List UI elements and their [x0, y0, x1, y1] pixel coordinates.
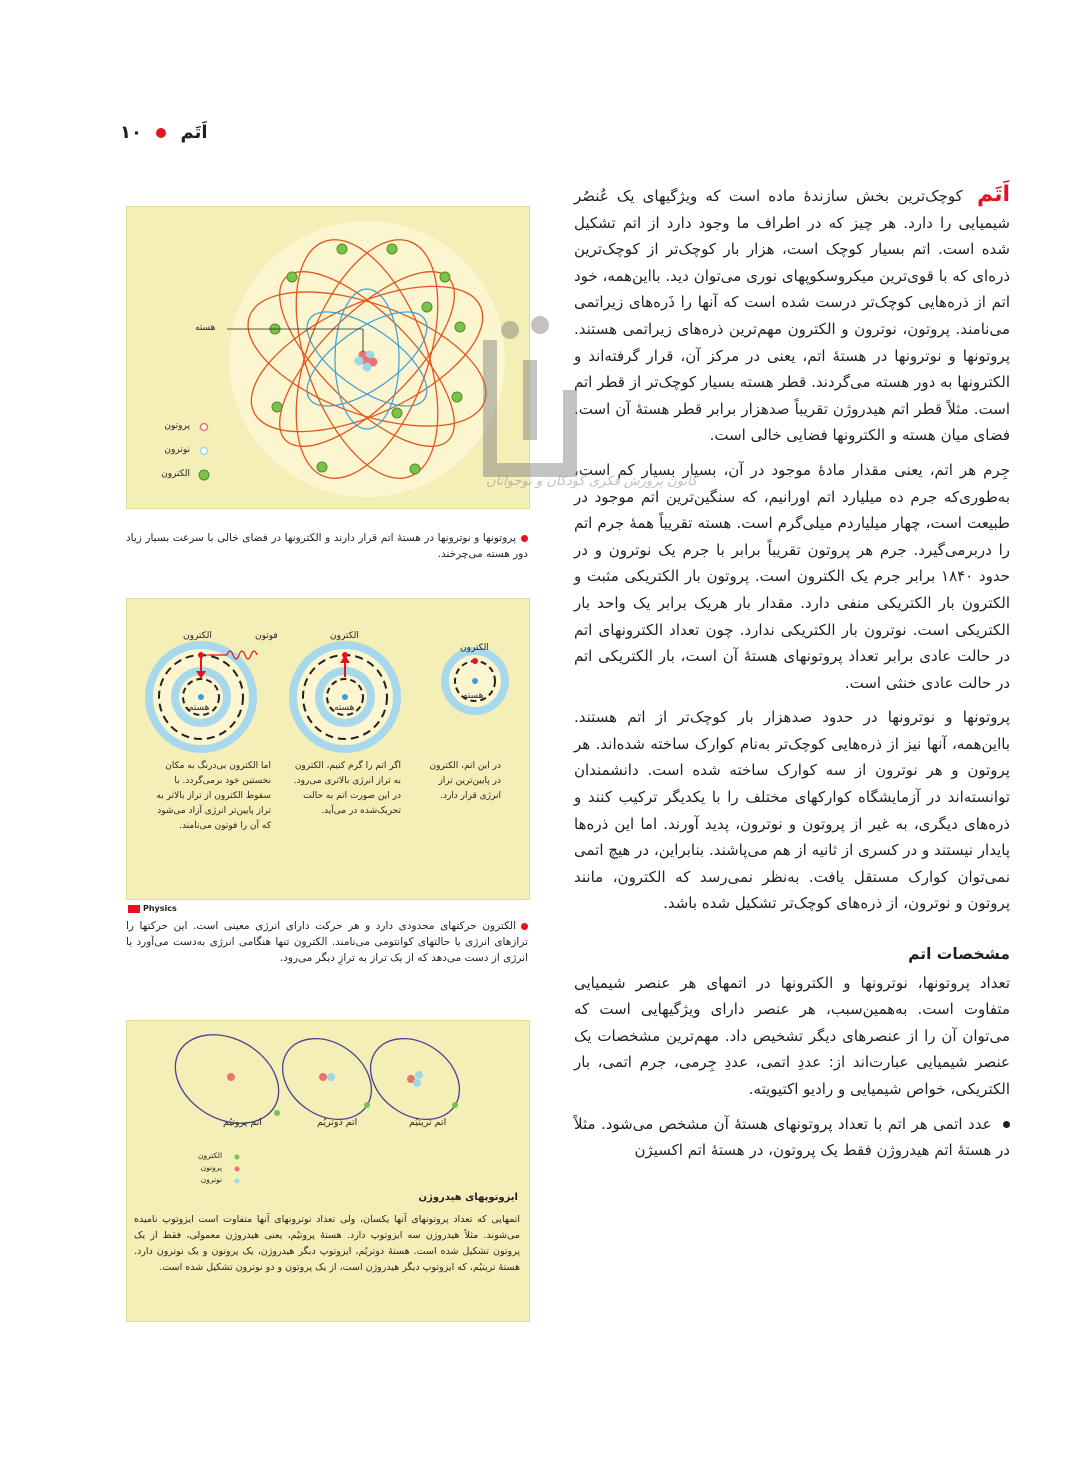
legend-proton-icon — [201, 424, 208, 431]
isotopes-diagram — [127, 1021, 529, 1321]
step-1-text: در این اتم، الکترون در پایین‌ترین تراز انرژی قرار دارد. — [429, 761, 501, 801]
legend-proton-label: پروتون — [164, 421, 190, 431]
watermark-text: کانون پرورش فکری کودکان و نوجوانان — [486, 474, 698, 489]
atom-model-diagram — [127, 207, 529, 508]
nucleus-label-2: هسته — [334, 703, 355, 713]
legend-electron-label: الکترون — [161, 469, 190, 479]
legend-electron-icon — [235, 1155, 240, 1160]
physics-tag — [128, 904, 177, 913]
isotopes-title: ایزوتوپهای هیدروژن — [418, 1192, 518, 1203]
paragraph-atomic-number — [574, 1111, 1010, 1164]
bullet-icon — [1003, 1121, 1010, 1128]
isotope-legend — [198, 1150, 222, 1186]
energy-levels-figure — [126, 598, 530, 900]
deuterium-label: اتم دوتریُم — [317, 1117, 358, 1128]
tritium-nucleus — [407, 1071, 458, 1108]
figure-2-caption-text: الکترون حرکتهای محدودی دارد و هر حرکت دارای انرژی معینی است. این حرکتها را ترازهای انرژی یا حالتهای کوانتومی می‌نامند. الکترون تنها هنگامی انرژی به‌دست می‌آورد یا انرژی از دست می‌دهد که از یک تراز به ترازِ دیگر می‌رود. — [126, 920, 528, 964]
atom-model-figure — [126, 206, 530, 509]
paragraph-atomic-number-text: عدد اتمی هر اتم با تعداد پروتونهای هستهٔ آن مشخص می‌شود. مثلاً در هستهٔ اتم هیدروژن فقط یک پروتون، در هستهٔ اتم اکسیژن — [574, 1114, 1010, 1160]
page-number: ۱۰ — [120, 122, 142, 143]
photon-emission-atom — [145, 641, 257, 753]
legend-neutron-label: نوترون — [164, 445, 190, 455]
protium-label: اتم پروتیُم — [223, 1117, 262, 1128]
page-header — [120, 122, 208, 143]
legend-proton-label: پروتون — [200, 1163, 223, 1172]
hydrogen-isotopes-figure — [126, 1020, 530, 1322]
legend-neutron-icon — [201, 448, 208, 455]
legend-electron-label: الکترون — [198, 1151, 223, 1160]
photon-label: فوتون — [255, 631, 278, 641]
figure-1-caption — [126, 530, 528, 562]
paragraph-mass: جِرم هر اتم، یعنی مقدار مادهٔ موجود در آن، بسیار بسیار کم است، به‌طوری‌که جرم ده میلیارد اتم اورانیم، که سنگین‌ترین اتم موجود در طبیعت است، چهار میلیاردم میلی‌گرم است. هسته تقریباً همهٔ جرم اتم را دربرمی‌گیرد. جرم هر پروتون تقریباً برابر با جرم یک نوترون و در حدود ۱۸۴۰ برابر جرم یک الکترون است. پروتون بار الکتریکی مثبت و الکترون بار الکتریکی منفی دارد. مقدار بار هریک برابر یک واحد بار الکتریکی است. نوترون بار الکتریکی ندارد. چون تعداد الکترونهای اتم در حالت عادی برابر تعداد پروتونهای هستهٔ آن است، بار الکتریکی اتم در حالت عادی خنثی است. — [574, 460, 1010, 692]
nucleus-label-3: هسته — [189, 703, 210, 713]
nucleus-label: هسته — [195, 323, 216, 333]
legend-neutron-icon — [235, 1179, 240, 1184]
isotopes-text: اتمهایی که تعداد پروتونهای آنها یکسان، ولی تعداد نوترونهای آنها متفاوت است ایزوتوپ نامیده می‌شوند. مثلاً هیدروژن سه ایزوتوپ دارد. هستهٔ پروتیُم، یعنی هیدروژن معمولی، فقط از یک پروتون تشکیل شده است. هستهٔ دوتریُم، ایزوتوپ دیگر هیدروژن، یک پروتون و یک نوترون دارد. هستهٔ تریتیُم، که ایزوتوپ دیگر هیدروژن است، از یک پروتون و دو نوترون تشکیل شده است. — [134, 1214, 520, 1273]
header-dot-icon — [156, 128, 166, 138]
legend-neutron-label: نوترون — [200, 1175, 223, 1184]
legend-electron-icon — [199, 470, 209, 480]
electron-label-3: الکترون — [183, 631, 212, 641]
paragraph-properties: تعداد پروتونها، نوترونها و الکترونها در اتمهای هر عنصر شیمیایی متفاوت است. به‌همین‌سبب، هر عنصر دارای ویژگیهایی است که می‌توان آن را از عنصرهای دیگر تشخیص داد. مهم‌ترین مشخصات یک عنصر شیمیایی عبارت‌اند از: عددِ اتمی، عددِ جِرمی، جرم اتمی، بار الکتریکی، خواص شیمیایی و رادیو اکتیویته. — [574, 973, 1010, 1098]
electron-label-1: الکترون — [460, 643, 489, 653]
tritium-label: اتم تریتیُم — [409, 1117, 447, 1128]
main-text — [574, 182, 1010, 1172]
deuterium-nucleus — [319, 1073, 370, 1108]
caption-dot-icon — [521, 923, 528, 930]
section-heading: مشخصات اتم — [908, 945, 1010, 964]
caption-dot-icon — [521, 535, 528, 542]
physics-tag-icon — [128, 905, 140, 913]
ground-state-atom — [441, 647, 509, 715]
chapter-title: اَتَم — [180, 122, 208, 143]
lead-word: اَتَم — [976, 182, 1010, 207]
physics-tag-label: Physics — [143, 904, 177, 913]
figure-2-caption — [126, 918, 528, 966]
paragraph-quarks: پروتونها و نوترونها در حدود صدهزار بار کوچک‌تر از اتم هستند. بااین‌همه، آنها نیز از ذره‌هایی کوچک‌تر به‌نام کوارک ساخته شده‌اند. هر پروتون و هر نوترون از سه کوارک ساخته شده است. دانشمندان توانسته‌اند در آزمایشگاه کوارکهای مختلف را با یکدیگر ترکیب کنند و ذره‌های دیگری، به غیر از پروتون و نوترون، پدید آورند. اما این ذره‌ها پایدار نیستند و در کسری از ثانیه از هم می‌پاشند. بنابراین، در هیچ اتمی نمی‌توان کوارک مستقل یافت. به‌نظر نمی‌رسد که الکترون، مانند پروتون و نوترون، از ذره‌های کوچک‌تر تشکیل شده باشد. — [573, 708, 1010, 913]
excited-atom — [289, 641, 401, 753]
step-2-text: اگر اتم را گرم کنیم، الکترون به تراز انرژی بالاتری می‌رود. در این صورت اتم به حالت تحریک‌شده در می‌آید. — [293, 761, 401, 816]
electron-label-2: الکترون — [330, 631, 359, 641]
paragraph-1-text: کوچک‌ترین بخش سازندهٔ ماده است که ویژگیهای یک عُنصُر شیمیایی را دارد. هر چیز که در اطراف ما وجود دارد از اتم تشکیل شده است. اتم بسیار کوچک است، هزار بار کوچک‌تر از کوچک‌ترین ذره‌ای که با قوی‌ترین میکروسکوپهای نوری می‌توان دید. بااین‌همه، خود اتم از ذره‌هایی کوچک‌تر درست شده است که آنها را ذَره‌های زیراتمی می‌نامند. پروتون، نوترون و الکترون مهم‌ترین ذره‌های زیراتمی هستند. پروتونها و نوترونها در هستهٔ اتم، یعنی در مرکز آن، قرار گرفته‌اند و الکترونها به دور هسته می‌گردند. قطر هسته بسیار کوچک‌تر از قطر اتم است. مثلاً قطر اتم هیدروژن تقریباً صدهزار برابر قطر هستهٔ آن است. فضای میان هسته و الکترونها فضایی خالی است. — [574, 187, 1010, 445]
legend-proton-icon — [235, 1167, 240, 1172]
step-3-text: اما الکترون بی‌درنگ به مکان نخستین خود برمی‌گردد. با سقوط الکترون از تراز بالاتر به تراز پایین‌تر انرژی آزاد می‌شود که آن را فوتون می‌نامند. — [156, 761, 271, 831]
nucleus-label-1: هسته — [463, 691, 484, 701]
figure-1-caption-text: پروتونها و نوترونها در هستهٔ اتم قرار دارند و الکترونها در فضای خالی با سرعت بسیار زیاد دور هسته می‌چرخند. — [126, 532, 528, 560]
paragraph-atom — [574, 182, 1010, 449]
